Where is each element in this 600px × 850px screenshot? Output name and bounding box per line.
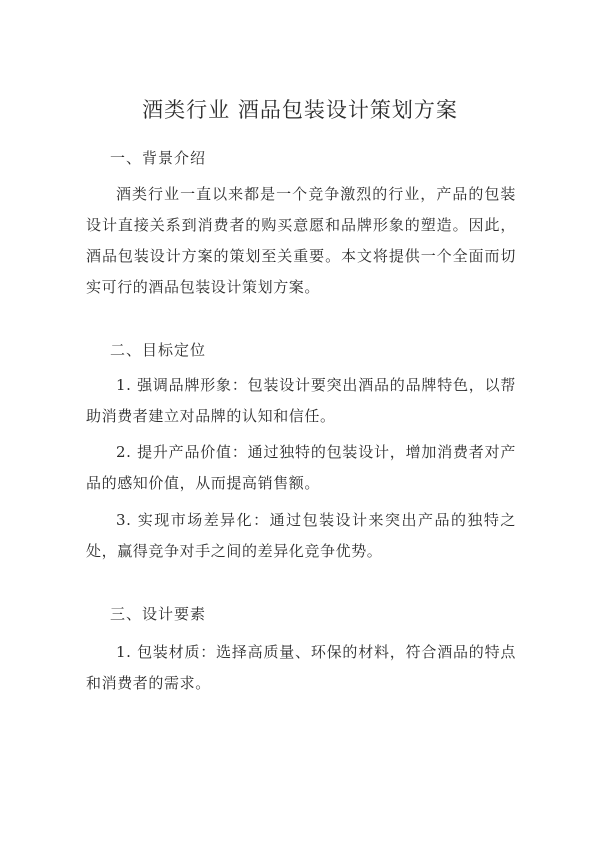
section-heading-background: 一、背景介绍 <box>110 149 207 167</box>
section-heading-design: 三、设计要素 <box>110 605 207 623</box>
paragraph-design-1: 1. 包装材质：选择高质量、环保的材料，符合酒品的特点和消费者的需求。 <box>86 643 516 692</box>
paragraph-goal-3: 3. 实现市场差异化：通过包装设计来突出产品的独特之处，赢得竞争对手之间的差异化竞争优势。 <box>86 511 516 560</box>
paragraph-goal-1: 1. 强调品牌形象：包装设计要突出酒品的品牌特色，以帮助消费者建立对品牌的认知和信任。 <box>86 376 516 425</box>
paragraph-goal-2: 2. 提升产品价值：通过独特的包装设计，增加消费者对产品的感知价值，从而提高销售额。 <box>86 443 516 492</box>
document-title: 酒类行业 酒品包装设计策划方案 <box>142 98 458 122</box>
paragraph-background: 酒类行业一直以来都是一个竞争激烈的行业，产品的包装设计直接关系到消费者的购买意愿和品牌形象的塑造。因此，酒品包装设计方案的策划至关重要。本文将提供一个全面而切实可行的酒品包装设计策划方案。 <box>86 185 516 296</box>
section-heading-goals: 二、目标定位 <box>110 341 207 359</box>
